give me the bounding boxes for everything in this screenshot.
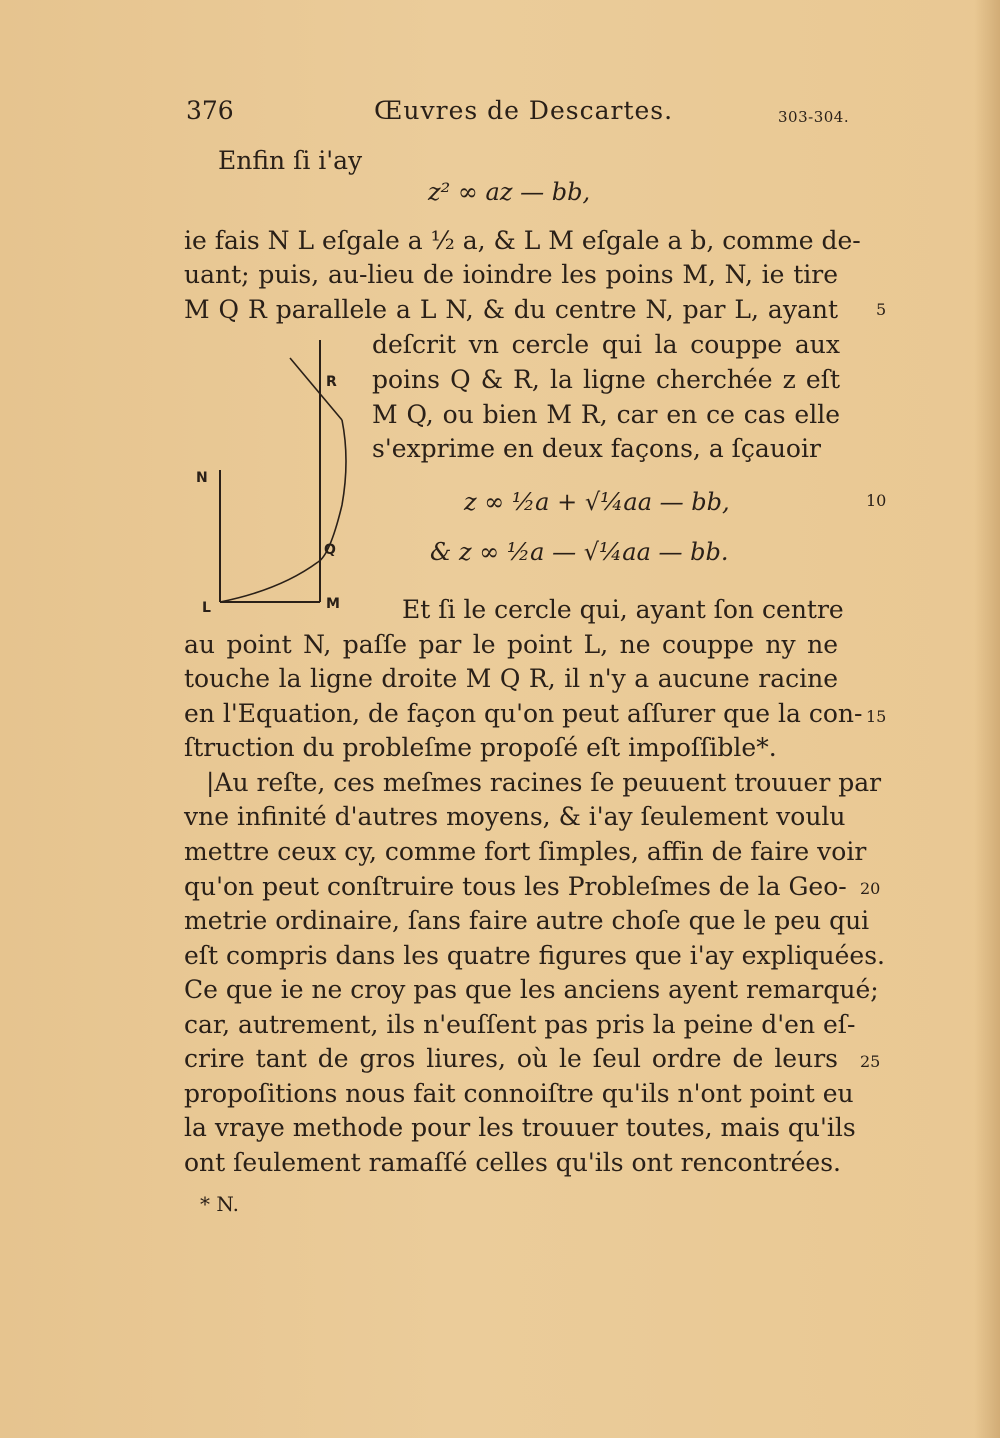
diagram-label-m: M	[326, 596, 340, 612]
line-number: 25	[860, 1052, 881, 1071]
text-line: en l'Equation, de façon qu'on peut aſſurer que la con-	[184, 699, 863, 728]
line-number: 15	[866, 707, 887, 726]
text-line: eſt compris dans les quatre figures que i'ay expliquées.	[184, 941, 885, 970]
page-reference: 303-304.	[778, 108, 850, 126]
text-line: touche la ligne droite M Q R, il n'y a aucune racine	[184, 664, 838, 693]
text-line: Et ſi le cercle qui, ayant ſon centre	[402, 595, 844, 624]
text-line: mettre ceux cy, comme fort ſimples, affin de faire voir	[184, 837, 867, 866]
text-line: Ce que ie ne croy pas que les anciens ayent remarqué;	[184, 975, 879, 1004]
text-line: s'exprime en deux façons, a ſçauoir	[372, 434, 821, 463]
text-line: propoſitions nous fait connoiſtre qu'ils n'ont point eu	[184, 1079, 854, 1108]
geometry-diagram	[190, 330, 360, 620]
text-line: |Au reſte, ces meſmes racines ſe peuuent trouuer par	[206, 768, 882, 797]
text-line: la vraye methode pour les trouuer toutes, mais qu'ils	[184, 1113, 856, 1142]
text-line: qu'on peut conſtruire tous les Probleſmes de la Geo-	[184, 872, 847, 901]
text-line: poins Q & R, la ligne cherchée z eſt	[372, 365, 840, 394]
text-line: metrie ordinaire, ſans faire autre choſe que le peu qui	[184, 906, 870, 935]
text-line: deſcrit vn cercle qui la couppe aux	[372, 330, 840, 359]
text-line: Enfin ſi i'ay	[218, 146, 363, 175]
diagram-label-q: Q	[324, 542, 336, 558]
running-title: Œuvres de Descartes.	[374, 96, 674, 125]
text-line: vne infinité d'autres moyens, & i'ay ſeulement voulu	[184, 802, 846, 831]
page-number: 376	[186, 96, 234, 125]
line-number: 20	[860, 879, 881, 898]
text-line: M Q, ou bien M R, car en ce cas elle	[372, 400, 840, 429]
text-line: ont ſeulement ramaſſé celles qu'ils ont rencontrées.	[184, 1148, 842, 1177]
footnote: * N.	[200, 1192, 239, 1216]
equation: & z ∞ ½a — √¼aa — bb.	[430, 538, 729, 566]
diagram-label-n: N	[196, 470, 208, 486]
text-line: ie fais N L eſgale a ½ a, & L M eſgale a b, comme de-	[184, 226, 861, 255]
diagram-label-r: R	[326, 374, 337, 390]
text-line: car, autrement, ils n'euſſent pas pris la peine d'en eſ-	[184, 1010, 856, 1039]
line-number: 10	[866, 491, 887, 510]
text-line: crire tant de gros liures, où le ſeul ordre de leurs	[184, 1044, 838, 1073]
text-line: uant; puis, au-lieu de ioindre les poins M, N, ie tire	[184, 260, 838, 289]
equation: z² ∞ az — bb,	[428, 178, 591, 206]
text-line: au point N, paſſe par le point L, ne couppe ny ne	[184, 630, 838, 659]
equation: z ∞ ½a + √¼aa — bb,	[464, 488, 730, 516]
line-number: 5	[876, 300, 887, 319]
text-line: M Q R parallele a L N, & du centre N, par L, ayant	[184, 295, 838, 324]
diagram-label-l: L	[202, 600, 211, 616]
page-edge-shadow	[974, 0, 1000, 1438]
text-line: ſtruction du probleſme propoſé eſt impoſſible*.	[184, 733, 777, 762]
